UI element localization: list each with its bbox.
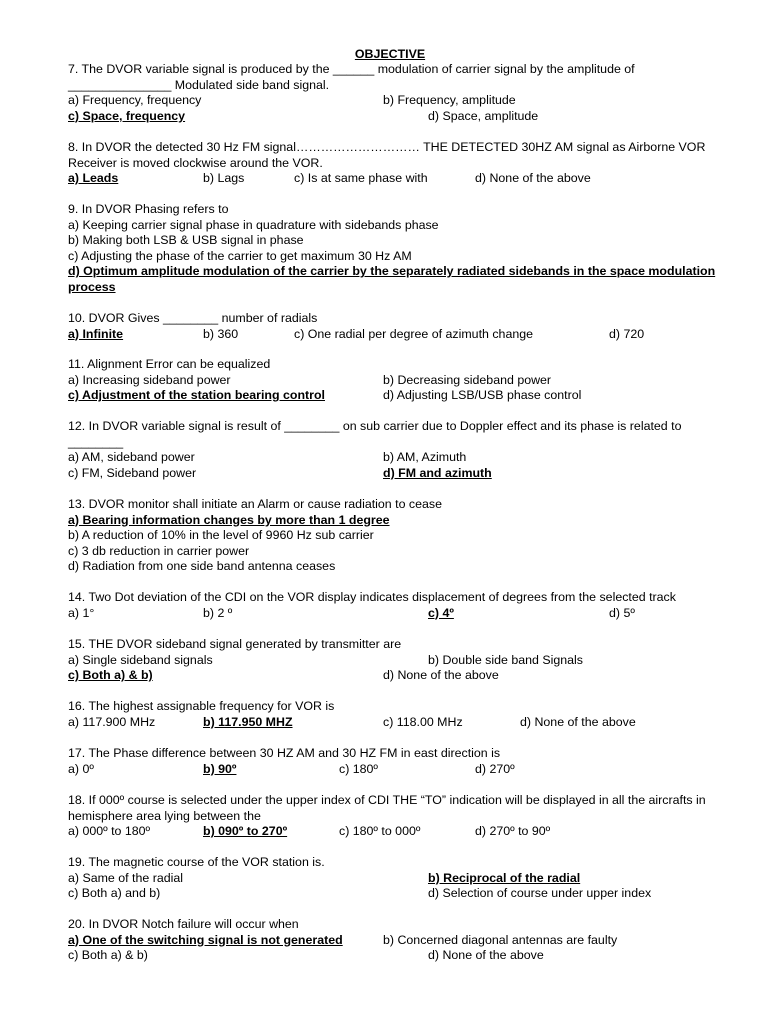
question-8-stem: 8. In DVOR the detected 30 Hz FM signal………………………… THE DETECTED 30HZ AM signal as Airborne VOR Receiver is moved clockwise around the VOR. (68, 140, 706, 170)
q15-option-d: d) None of the above (383, 668, 499, 683)
q14-option-d: d) 5º (609, 605, 635, 620)
q12-option-b: b) AM, Azimuth (383, 450, 467, 465)
question-7-stem: 7. The DVOR variable signal is produced by the ______ modulation of carrier signal by the amplitude of _______________ Modulated side band signal. (68, 62, 635, 92)
q11-option-a: a) Increasing sideband power (68, 372, 231, 387)
q20-option-d: d) None of the above (428, 948, 544, 963)
question-10-stem: 10. DVOR Gives ________ number of radials (68, 311, 318, 325)
q11-option-c-answer: c) Adjustment of the station bearing control (68, 388, 325, 403)
q20-option-c: c) Both a) & b) (68, 948, 148, 963)
q10-option-d: d) 720 (609, 326, 645, 341)
q17-option-d: d) 270º (475, 761, 515, 776)
q9-option-c: c) Adjusting the phase of the carrier to get maximum 30 Hz AM (68, 248, 412, 263)
q20-option-b: b) Concerned diagonal antennas are faulty (383, 932, 618, 947)
q18-option-a: a) 000º to 180º (68, 824, 151, 839)
q19-option-c: c) Both a) and b) (68, 886, 161, 901)
q8-option-b: b) Lags (203, 171, 245, 186)
q12-option-a: a) AM, sideband power (68, 450, 195, 465)
q18-option-c: c) 180º to 000º (339, 824, 421, 839)
q18-option-b-answer: b) 090º to 270º (203, 824, 288, 839)
question-8 (68, 140, 728, 187)
q9-option-b: b) Making both LSB & USB signal in phase (68, 233, 304, 248)
q8-option-d: d) None of the above (475, 171, 591, 186)
q19-option-b-answer: b) Reciprocal of the radial (428, 870, 581, 885)
q13-option-d: d) Radiation from one side band antenna ceases (68, 559, 336, 574)
q19-option-d: d) Selection of course under upper index (428, 886, 652, 901)
question-15-stem: 15. THE DVOR sideband signal generated by transmitter are (68, 637, 402, 651)
q17-option-a: a) 0º (68, 761, 94, 776)
q17-option-c: c) 180º (339, 761, 378, 776)
q15-option-b: b) Double side band Signals (428, 652, 583, 667)
question-19-stem: 19. The magnetic course of the VOR station is. (68, 855, 325, 869)
q8-option-a-answer: a) Leads (68, 171, 119, 186)
q7-option-b: b) Frequency, amplitude (383, 93, 516, 108)
q13-option-b: b) A reduction of 10% in the level of 9960 Hz sub carrier (68, 528, 374, 543)
q20-option-a-answer: a) One of the switching signal is not generated (68, 932, 343, 947)
q16-option-b-answer: b) 117.950 MHZ (203, 714, 293, 729)
question-9 (68, 202, 728, 296)
question-11-stem: 11. Alignment Error can be equalized (68, 357, 271, 371)
q10-option-c: c) One radial per degree of azimuth change (294, 326, 534, 341)
question-15 (68, 637, 728, 684)
q11-option-d: d) Adjusting LSB/USB phase control (383, 388, 582, 403)
question-16 (68, 699, 728, 730)
q11-option-b: b) Decreasing sideband power (383, 372, 552, 387)
question-14 (68, 590, 728, 621)
question-13 (68, 497, 728, 575)
q14-option-a: a) 1° (68, 605, 95, 620)
q10-option-a-answer: a) Infinite (68, 326, 124, 341)
question-7 (68, 62, 728, 124)
q13-option-c: c) 3 db reduction in carrier power (68, 543, 250, 558)
question-16-stem: 16. The highest assignable frequency for VOR is (68, 699, 335, 713)
question-12-stem: 12. In DVOR variable signal is result of ________ on sub carrier due to Doppler effect and its phase is related to ________ (68, 419, 682, 449)
q17-option-b-answer: b) 90º (203, 761, 237, 776)
q15-option-a: a) Single sideband signals (68, 652, 213, 667)
question-19 (68, 855, 728, 902)
q7-option-a: a) Frequency, frequency (68, 93, 202, 108)
q13-option-a-answer: a) Bearing information changes by more than 1 degree (68, 512, 390, 527)
question-20 (68, 917, 728, 964)
question-18 (68, 793, 728, 840)
q12-option-c: c) FM, Sideband power (68, 465, 197, 480)
q7-option-d: d) Space, amplitude (428, 108, 539, 123)
q14-option-c-answer: c) 4º (428, 605, 454, 620)
question-17-stem: 17. The Phase difference between 30 HZ AM and 30 HZ FM in east direction is (68, 746, 501, 760)
q18-option-d: d) 270º to 90º (475, 824, 551, 839)
page-title: OBJECTIVE (354, 47, 426, 61)
question-12 (68, 419, 728, 481)
q15-option-c-answer: c) Both a) & b) (68, 668, 153, 683)
q14-option-b: b) 2 º (203, 605, 233, 620)
question-18-stem: 18. If 000º course is selected under the upper index of CDI THE “TO” indication will be displayed in all the aircrafts in hemisphere area lying between the (68, 793, 706, 823)
question-10 (68, 311, 728, 342)
q10-option-b: b) 360 (203, 326, 239, 341)
q9-option-a: a) Keeping carrier signal phase in quadrature with sidebands phase (68, 217, 439, 232)
q9-option-d-answer: d) Optimum amplitude modulation of the carrier by the separately radiated sidebands in the space modulation process (68, 264, 716, 294)
q7-option-c-answer: c) Space, frequency (68, 108, 186, 123)
question-14-stem: 14. Two Dot deviation of the CDI on the VOR display indicates displacement of degrees from the selected track (68, 590, 676, 604)
question-11 (68, 357, 728, 404)
q19-option-a: a) Same of the radial (68, 870, 184, 885)
question-9-stem: 9. In DVOR Phasing refers to (68, 202, 229, 216)
q16-option-d: d) None of the above (520, 714, 636, 729)
q12-option-d-answer: d) FM and azimuth (383, 465, 492, 480)
question-20-stem: 20. In DVOR Notch failure will occur when (68, 917, 299, 931)
question-17 (68, 746, 728, 777)
q16-option-c: c) 118.00 MHz (383, 714, 463, 729)
question-13-stem: 13. DVOR monitor shall initiate an Alarm or cause radiation to cease (68, 497, 442, 511)
q8-option-c: c) Is at same phase with (294, 171, 428, 186)
q16-option-a: a) 117.900 MHz (68, 714, 156, 729)
